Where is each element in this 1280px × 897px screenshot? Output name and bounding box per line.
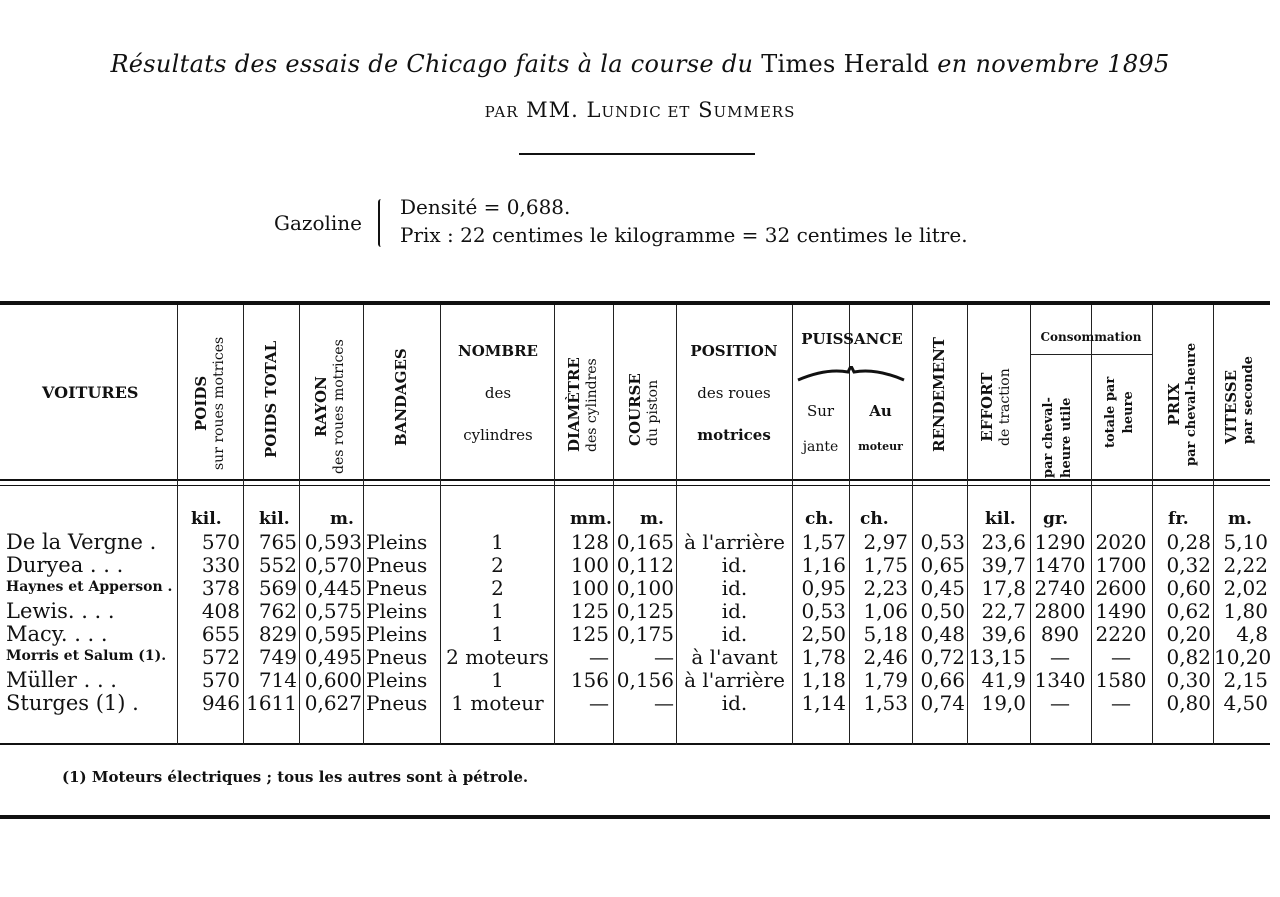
header-consommation: Consommation <box>1040 330 1142 344</box>
cell-sur-jante: 1,14 <box>801 691 846 715</box>
table-bottom-rule <box>0 743 1270 745</box>
cell-conso-a: — <box>1050 645 1070 669</box>
cell-vitesse: 2,22 <box>1223 553 1268 577</box>
cell-nombre: 2 <box>491 553 504 577</box>
unit-effort: kil. <box>985 509 1016 529</box>
header-poids-roues <box>192 337 228 470</box>
cell-bandages: Pneus <box>366 645 428 669</box>
cell-prix: 0,32 <box>1166 553 1211 577</box>
header-voitures: VOITURES <box>42 383 139 402</box>
header-prix <box>1165 343 1201 466</box>
cell-poids-roues: 378 <box>201 576 240 600</box>
header-prix-2: par cheval-heure <box>1184 342 1199 466</box>
cell-prix: 0,60 <box>1166 576 1211 600</box>
cell-conso-a: 890 <box>1040 622 1080 646</box>
unit-vitesse: m. <box>1228 509 1252 529</box>
cell-au-moteur: 2,97 <box>863 530 908 554</box>
header-rendement: RENDEMENT <box>930 337 948 452</box>
cell-rendement: 0,50 <box>920 599 965 623</box>
cell-voiture: Lewis. . . . <box>6 599 115 623</box>
title-part3: en novembre 1895 <box>937 50 1170 78</box>
header-nombre <box>442 340 554 446</box>
header-position-2: des roues <box>697 384 771 402</box>
cell-rayon: 0,445 <box>304 576 362 600</box>
cell-course: 0,165 <box>616 530 674 554</box>
cell-poids-roues: 655 <box>201 622 240 646</box>
header-course <box>626 373 662 446</box>
cell-au-moteur: 1,06 <box>863 599 908 623</box>
page-subtitle <box>0 98 1280 122</box>
header-rayon-2: des roues motrices <box>331 339 347 474</box>
cell-au-moteur: 2,23 <box>863 576 908 600</box>
header-diametre-2: des cylindres <box>584 358 600 452</box>
header-conso-a-1: par cheval- <box>1041 397 1056 478</box>
header-poids-total: POIDS TOTAL <box>262 340 280 458</box>
cell-vitesse: 4,50 <box>1223 691 1268 715</box>
subtitle-names: MM. L <box>526 98 602 122</box>
cell-course: 0,112 <box>616 553 674 577</box>
cell-poids-total: 762 <box>258 599 297 623</box>
brace-icon <box>378 199 384 247</box>
cell-course: 0,156 <box>616 668 674 692</box>
cell-poids-total: 749 <box>258 645 297 669</box>
header-bottom-rule-2 <box>0 485 1270 486</box>
cell-position: id. <box>721 553 748 577</box>
cell-effort: 19,0 <box>981 691 1026 715</box>
table-row <box>0 599 1270 622</box>
header-effort <box>978 368 1014 446</box>
cell-effort: 17,8 <box>981 576 1026 600</box>
cell-au-moteur: 2,46 <box>863 645 908 669</box>
cell-voiture: De la Vergne . <box>6 530 157 554</box>
cell-rendement: 0,45 <box>920 576 965 600</box>
header-nombre-3: cylindres <box>463 426 533 444</box>
cell-nombre: 1 moteur <box>451 691 544 715</box>
subtitle-names-rest: UNDIC ET <box>601 103 691 121</box>
header-poids-roues-2: sur roues motrices <box>211 336 227 470</box>
cell-bandages: Pleins <box>366 530 428 554</box>
cell-position: id. <box>721 691 748 715</box>
header-vitesse-2: par seconde <box>1241 356 1256 444</box>
cell-sur-jante: 1,57 <box>801 530 846 554</box>
title-part2: Times Herald <box>761 50 930 78</box>
cell-prix: 0,62 <box>1166 599 1211 623</box>
cell-effort: 23,6 <box>981 530 1026 554</box>
cell-conso-a: — <box>1050 691 1070 715</box>
cell-course: — <box>654 691 674 715</box>
cell-rayon: 0,627 <box>304 691 362 715</box>
unit-rayon: m. <box>330 509 354 529</box>
cell-conso-b: 1700 <box>1095 553 1147 577</box>
cell-conso-a: 1470 <box>1034 553 1086 577</box>
header-nombre-1: NOMBRE <box>458 342 538 360</box>
header-puissance: PUISSANCE <box>801 330 903 348</box>
cell-bandages: Pleins <box>366 668 428 692</box>
cell-vitesse: 10,20 <box>1214 645 1272 669</box>
header-conso-a <box>1040 397 1076 478</box>
header-conso-a-2: heure utile <box>1059 397 1074 478</box>
header-prix-1: PRIX <box>1165 383 1183 426</box>
cell-rayon: 0,575 <box>304 599 362 623</box>
gazoline-density: Densité = 0,688. <box>400 195 571 219</box>
cell-poids-total: 765 <box>258 530 297 554</box>
cell-prix: 0,30 <box>1166 668 1211 692</box>
cell-conso-b: — <box>1111 691 1131 715</box>
cell-poids-total: 714 <box>258 668 297 692</box>
cell-course: — <box>654 645 674 669</box>
header-effort-2: de traction <box>997 368 1013 446</box>
cell-effort: 13,15 <box>968 645 1026 669</box>
cell-voiture: Morris et Salum (1). <box>6 648 167 664</box>
consommation-rule <box>1030 354 1152 355</box>
unit-sur-jante: ch. <box>805 509 834 529</box>
cell-bandages: Pneus <box>366 553 428 577</box>
cell-rendement: 0,72 <box>920 645 965 669</box>
header-position-3: motrices <box>697 426 771 444</box>
cell-diametre: 100 <box>570 553 609 577</box>
cell-position: à l'avant <box>691 645 778 669</box>
header-au: Au <box>869 402 892 420</box>
cell-rayon: 0,495 <box>304 645 362 669</box>
header-position <box>676 340 792 446</box>
header-course-1: COURSE <box>626 373 644 446</box>
cell-au-moteur: 1,75 <box>863 553 908 577</box>
cell-voiture: Macy. . . . <box>6 622 108 646</box>
page-title <box>0 50 1280 78</box>
header-vitesse <box>1222 356 1258 444</box>
table-row <box>0 691 1270 714</box>
cell-poids-roues: 946 <box>201 691 240 715</box>
cell-diametre: 125 <box>570 622 609 646</box>
header-au-moteur <box>849 400 912 458</box>
unit-diametre: mm. <box>570 509 612 529</box>
header-conso-b <box>1102 377 1138 448</box>
cell-rayon: 0,593 <box>304 530 362 554</box>
table-row <box>0 530 1270 553</box>
header-conso-b-2: heure <box>1121 391 1136 434</box>
cell-poids-total: 829 <box>258 622 297 646</box>
cell-prix: 0,80 <box>1166 691 1211 715</box>
cell-poids-roues: 408 <box>201 599 240 623</box>
table-row <box>0 553 1270 576</box>
unit-course: m. <box>640 509 664 529</box>
subtitle-s: S <box>690 98 714 122</box>
cell-effort: 39,6 <box>981 622 1026 646</box>
cell-nombre: 1 <box>491 622 504 646</box>
cell-poids-roues: 572 <box>201 645 240 669</box>
cell-nombre: 2 <box>491 576 504 600</box>
cell-rendement: 0,74 <box>920 691 965 715</box>
cell-effort: 39,7 <box>981 553 1026 577</box>
cell-voiture: Sturges (1) . <box>6 691 139 715</box>
unit-au-moteur: ch. <box>860 509 889 529</box>
ornament-rule <box>519 153 755 155</box>
cell-diametre: — <box>589 691 609 715</box>
cell-rendement: 0,53 <box>920 530 965 554</box>
cell-nombre: 1 <box>491 668 504 692</box>
header-conso-b-1: totale par <box>1103 376 1118 448</box>
cell-diametre: 128 <box>570 530 609 554</box>
cell-voiture: Haynes et Apperson . <box>6 579 173 595</box>
header-rayon-1: RAYON <box>312 376 330 438</box>
cell-conso-b: 2220 <box>1095 622 1147 646</box>
header-diametre <box>565 357 601 452</box>
cell-vitesse: 5,10 <box>1223 530 1268 554</box>
header-jante: jante <box>802 439 839 455</box>
header-moteur: moteur <box>858 440 903 453</box>
cell-voiture: Duryea . . . <box>6 553 124 577</box>
header-bottom-rule <box>0 479 1270 481</box>
gazoline-price: Prix : 22 centimes le kilogramme = 32 centimes le litre. <box>400 223 968 247</box>
cell-conso-b: 1580 <box>1095 668 1147 692</box>
cell-voiture: Müller . . . <box>6 668 117 692</box>
cell-au-moteur: 5,18 <box>863 622 908 646</box>
table-row <box>0 645 1270 668</box>
header-nombre-2: des <box>484 384 512 402</box>
cell-vitesse: 1,80 <box>1223 599 1268 623</box>
cell-vitesse: 2,02 <box>1223 576 1268 600</box>
unit-prix: fr. <box>1168 509 1189 529</box>
cell-prix: 0,20 <box>1166 622 1211 646</box>
cell-bandages: Pneus <box>366 691 428 715</box>
subtitle-par: PAR <box>484 103 519 121</box>
cell-bandages: Pleins <box>366 599 428 623</box>
cell-effort: 22,7 <box>981 599 1026 623</box>
cell-position: id. <box>721 622 748 646</box>
cell-poids-roues: 570 <box>201 530 240 554</box>
header-sur-jante <box>792 400 849 458</box>
cell-au-moteur: 1,79 <box>863 668 908 692</box>
cell-nombre: 1 <box>491 599 504 623</box>
cell-rayon: 0,595 <box>304 622 362 646</box>
cell-poids-total: 1611 <box>246 691 297 715</box>
cell-conso-a: 1290 <box>1034 530 1086 554</box>
cell-diametre: 125 <box>570 599 609 623</box>
cell-position: à l'arrière <box>684 668 785 692</box>
cell-prix: 0,28 <box>1166 530 1211 554</box>
cell-poids-total: 569 <box>258 576 297 600</box>
header-vitesse-1: VITESSE <box>1222 369 1240 444</box>
cell-nombre: 2 moteurs <box>446 645 549 669</box>
cell-conso-b: — <box>1111 645 1131 669</box>
cell-conso-b: 1490 <box>1095 599 1147 623</box>
header-rayon <box>312 339 348 474</box>
cell-poids-roues: 330 <box>201 553 240 577</box>
cell-bandages: Pleins <box>366 622 428 646</box>
cell-course: 0,175 <box>616 622 674 646</box>
cell-bandages: Pneus <box>366 576 428 600</box>
cell-sur-jante: 0,95 <box>801 576 846 600</box>
header-position-1: POSITION <box>690 342 778 360</box>
header-effort-1: EFFORT <box>978 372 996 442</box>
cell-vitesse: 4,8 <box>1236 622 1268 646</box>
gazoline-label: Gazoline <box>274 211 362 235</box>
cell-sur-jante: 1,16 <box>801 553 846 577</box>
header-course-2: du piston <box>645 379 661 446</box>
cell-diametre: 100 <box>570 576 609 600</box>
cell-sur-jante: 1,78 <box>801 645 846 669</box>
puissance-brace-icon <box>796 366 906 384</box>
table-top-rule <box>0 301 1270 305</box>
cell-position: à l'arrière <box>684 530 785 554</box>
cell-position: id. <box>721 599 748 623</box>
cell-conso-b: 2600 <box>1095 576 1147 600</box>
unit-poids-total: kil. <box>259 509 290 529</box>
cell-rayon: 0,570 <box>304 553 362 577</box>
cell-poids-roues: 570 <box>201 668 240 692</box>
title-part1: Résultats des essais de Chicago faits à la course du <box>110 50 754 78</box>
cell-nombre: 1 <box>491 530 504 554</box>
cell-prix: 0,82 <box>1166 645 1211 669</box>
cell-au-moteur: 1,53 <box>863 691 908 715</box>
footnote: (1) Moteurs électriques ; tous les autres sont à pétrole. <box>62 768 529 786</box>
cell-sur-jante: 1,18 <box>801 668 846 692</box>
cell-course: 0,100 <box>616 576 674 600</box>
cell-sur-jante: 0,53 <box>801 599 846 623</box>
cell-conso-a: 2740 <box>1034 576 1086 600</box>
header-poids-roues-1: POIDS <box>192 375 210 431</box>
cell-course: 0,125 <box>616 599 674 623</box>
table-row <box>0 622 1270 645</box>
page-bottom-rule <box>0 815 1270 819</box>
cell-rendement: 0,66 <box>920 668 965 692</box>
cell-vitesse: 2,15 <box>1223 668 1268 692</box>
unit-conso-a: gr. <box>1043 509 1069 529</box>
cell-conso-b: 2020 <box>1095 530 1147 554</box>
cell-conso-a: 1340 <box>1034 668 1086 692</box>
cell-conso-a: 2800 <box>1034 599 1086 623</box>
cell-diametre: — <box>589 645 609 669</box>
header-bandages: BANDAGES <box>392 348 410 446</box>
cell-rendement: 0,65 <box>920 553 965 577</box>
unit-poids-roues: kil. <box>191 509 222 529</box>
cell-diametre: 156 <box>570 668 609 692</box>
cell-effort: 41,9 <box>981 668 1026 692</box>
subtitle-s-rest: UMMERS <box>713 103 796 121</box>
header-diametre-1: DIAMÈTRE <box>565 357 583 452</box>
table-row <box>0 668 1270 691</box>
cell-rayon: 0,600 <box>304 668 362 692</box>
table-row <box>0 576 1270 599</box>
cell-sur-jante: 2,50 <box>801 622 846 646</box>
cell-poids-total: 552 <box>258 553 297 577</box>
header-sur: Sur <box>806 402 835 420</box>
cell-position: id. <box>721 576 748 600</box>
cell-rendement: 0,48 <box>920 622 965 646</box>
